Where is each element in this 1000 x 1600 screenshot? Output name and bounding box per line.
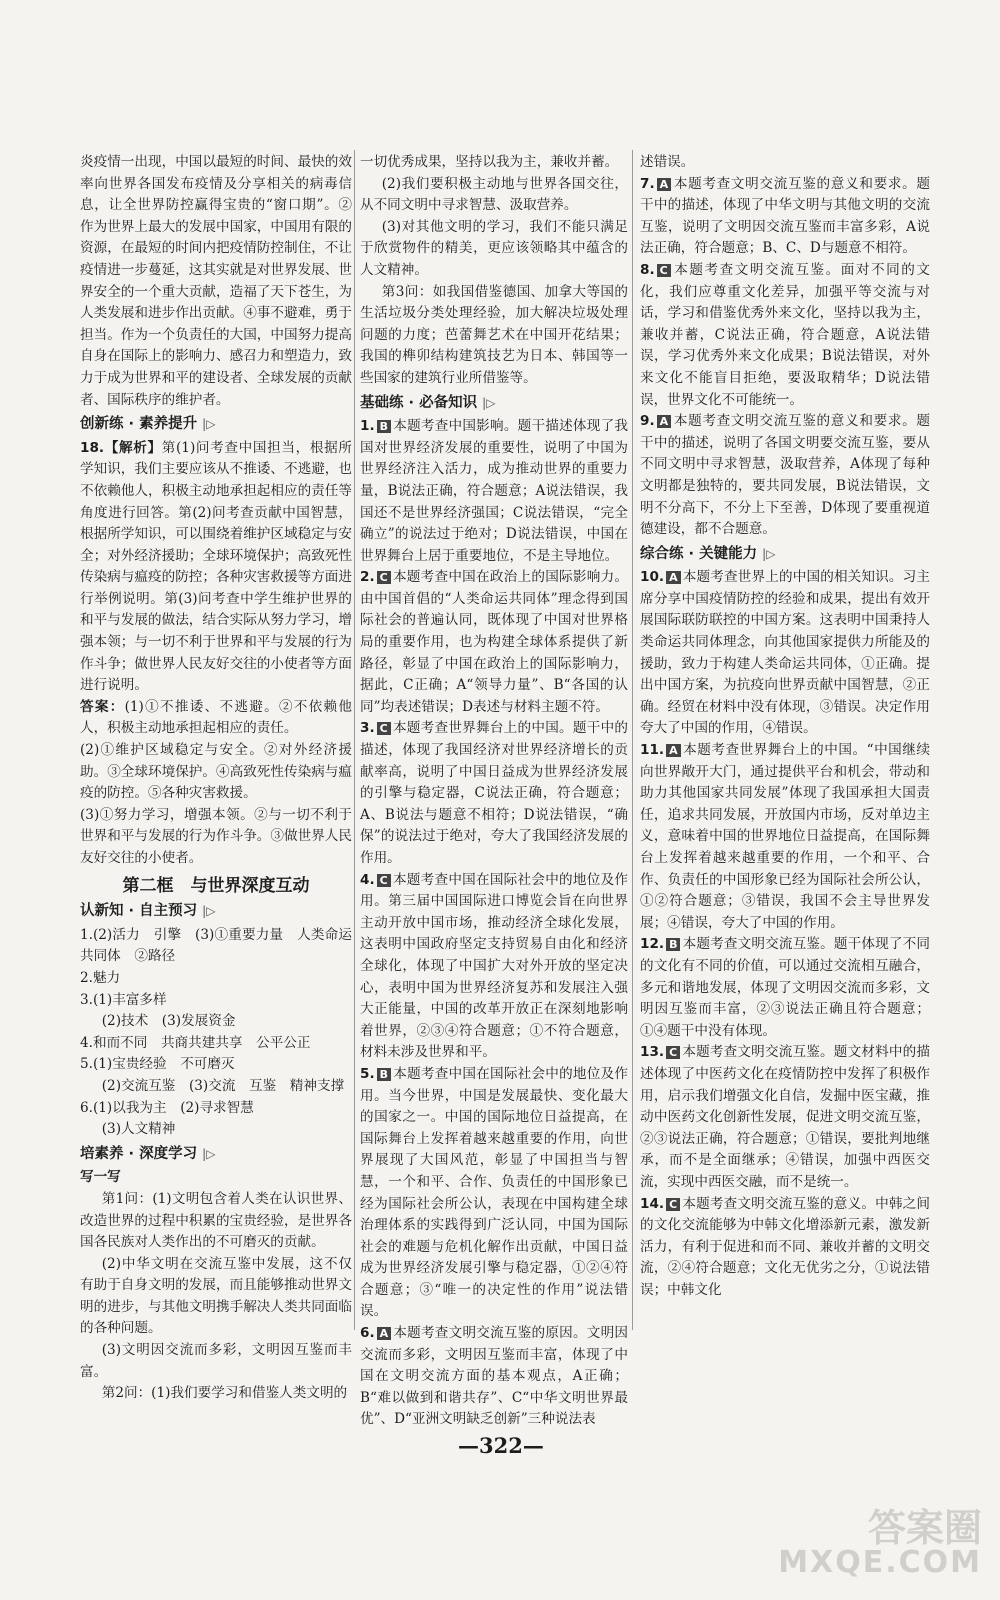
- answer-item: 5. B 本题考查中国在国际社会中的地位及作用。当今世界，中国是发展最快、变化最大的国家之一。中国的国际地位日益提高，在国际舞台上发挥着越来越重要的作用，向世界展现了大国风范，彰显了中国担当与智慧，一个和平、合作、负责任的中国形象已经为国际社会所公认，表现在中国构建全球治理体系的实践得到广泛认同，中国为国际社会的难题与危机化解作出贡献，中国日益成为世界经济发展引擎与稳定器，①②④符合题意；③“唯一的决定性的作用”说法错误。: [360, 1065, 628, 1320]
- watermark-text: 答案圈: [867, 1506, 982, 1550]
- answer-item: 9. A 本题考查文明交流互鉴的意义和要求。题干中的描述，说明了各国文明要交流互鉴，要从不同文明中寻求智慧，汲取营养，A体现了每种文明都是独特的，要共同发展，B说法错误，文明不分高下，不分上下至善，D体现了要重视道德建设，都不合题意。: [640, 413, 930, 538]
- arrow-icon: |▷: [202, 1146, 216, 1161]
- answer-2: (2)①维护区域稳定与安全。②对外经济援助。③全球环境保护。④高致死性传染病与瘟疫的防控。⑤各种灾害救援。: [80, 742, 352, 802]
- watermark-url: MXQE.COM: [778, 1545, 982, 1580]
- section-header-zonghe: 综合练 · 关键能力 |▷: [640, 545, 776, 562]
- answer-1: 答案：(1)①不推诿、不逃避。②不依赖他人，积极主动地承担起相应的责任。: [80, 698, 352, 737]
- answer-item: 12. B 本题考查文明交流互鉴。题干体现了不同的文化有不同的价值，可以通过交流相互融合，多元和谐地发展，体现了文明因交流而多彩，文明因互鉴而丰富，②③说法正确且符合题意；①④题干中没有体现。: [640, 936, 930, 1039]
- preview-line: 4.和而不同 共商共建共享 公平公正: [80, 1034, 311, 1051]
- answer-item: 6. A 本题考查文明交流互鉴的原因。文明因交流而多彩，文明因互鉴而丰富，体现了中国在文明交流方面的基本观点，A正确；B“难以做到和谐共存”、C“中华文明世界最优”、D“亚洲文明缺乏创新”三种说法表: [360, 1325, 628, 1428]
- answer-letter-badge: A: [666, 744, 681, 757]
- answer-item: 10. A 本题考查世界上的中国的相关知识。习主席分享中国疫情防控的经验和成果，提出有效开展国际联防联控的中国方案。这表明中国秉持人类命运共同体理念，向其他国家提供力所能及的援助，致力于构建人类命运共同体，①正确。提出中国方案，为抗疫向世界贡献中国智慧，②正确。经贸在材料中没有体现，③错误。决定作用夸大了中国的作用，④错误。: [640, 569, 930, 737]
- answer-letter-badge: C: [377, 722, 391, 735]
- column-divider-2: [632, 150, 633, 1330]
- column-divider-1: [354, 150, 355, 1330]
- preview-line: 2.魅力: [80, 969, 121, 986]
- answer-letter-badge: C: [377, 571, 391, 584]
- answer-item: 4. C 本题考查中国在国际社会中的地位及作用。第三届中国国际进口博览会旨在向世界主动开放中国市场，推动经济全球化发展，这表明中国政府坚定支持贸易自由化和经济全球化，体现了中国扩大对外开放的坚定决心，表明中国为世界经济复苏和发展注入强大正能量，中国的改革开放正在深刻地影响着世界，②③④符合题意；①不符合题意，材料未涉及世界和平。: [360, 871, 628, 1061]
- answer-letter-badge: B: [377, 420, 391, 433]
- section-header-renxin: 认新知 · 自主预习 |▷: [80, 903, 216, 920]
- paragraph: (2)我们要积极主动地与世界各国交往，从不同文明中寻求智慧、汲取营养。: [360, 175, 628, 214]
- paragraph-top: 炎疫情一出现，中国以最短的时间、最快的效率向世界各国发布疫情及分享相关的病毒信息，让全世界防控赢得宝贵的“窗口期”。②作为世界上最大的发展中国家，中国用有限的资源，在最短的时间内把疫情防控制住，不让疫情进一步蔓延，这其实就是对世界发展、世界安全的一个重大贡献，造福了天下苍生，为人类发展和进步作出贡献。④事不避难，勇于担当。作为一个负责任的大国，中国努力提高自身在国际上的影响力、感召力和塑造力，致力于成为世界和平的建设者、全球发展的贡献者、国际秩序的维护者。: [80, 154, 352, 408]
- paragraph: 第3问：如我国借鉴德国、加拿大等国的生活垃圾分类处理经验，加大解决垃圾处理问题的力度；芭蕾舞艺术在中国开花结果；我国的榫卯结构建筑技艺为日本、韩国等一些国家的建筑行业所借鉴等。: [360, 283, 628, 386]
- answer-letter-badge: C: [377, 874, 391, 887]
- answer-letter-badge: C: [657, 264, 671, 277]
- answer-letter-badge: A: [657, 178, 672, 191]
- answer-item: 14. C 本题考查文明交流互鉴的意义。中韩之间的文化交流能够为中韩文化增添新元素，激发新活力，有利于促进和而不同、兼收并蓄的文明交流，②④符合题意；文化无优劣之分，①说法错误；中韩文化: [640, 1195, 930, 1298]
- write-answer: (3)文明因交流而多彩，文明因互鉴而丰富。: [80, 1342, 352, 1380]
- answer-item: 1. B 本题考查中国影响。题干描述体现了我国对世界经济发展的重要性，说明了中国为世界经济注入活力，成为推动世界的重要力量，B说法正确，符合题意；A说法错误，我国还不是世界经济强国；C说法错误，“完全确立”的说法过于绝对；D说法错误，中国在世界舞台上居于重要地位，不是主导地位。: [360, 418, 628, 564]
- preview-line: 3.(1)丰富多样: [80, 991, 167, 1008]
- answer-item: 3. C 本题考查世界舞台上的中国。题干中的描述，体现了我国经济对世界经济增长的贡献率高，说明了中国日益成为世界经济发展的引擎与稳定器，C说法正确，符合题意；A、B说法与题意不相符；D说法错误，“确保”的说法过于绝对，夸大了我国经济发展的作用。: [360, 720, 628, 866]
- arrow-icon: |▷: [762, 546, 776, 561]
- answer-letter-badge: A: [657, 415, 672, 428]
- answer-3: (3)①努力学习，增强本领。②与一切不利于世界和平与发展的行为作斗争。③做世界人民友好交往的小使者。: [80, 806, 352, 866]
- preview-line: 5.(1)宝贵经验 不可磨灭: [80, 1056, 235, 1073]
- write-label: 写一写: [80, 1169, 121, 1186]
- answer-letter-badge: B: [377, 1068, 391, 1081]
- section-title: 第二框 与世界深度互动: [122, 875, 310, 896]
- paragraph: (3)对其他文明的学习，我们不能只满足于欣赏物件的精美，更应该领略其中蕴含的人文精神。: [360, 218, 628, 278]
- write-answer: 第2问：(1)我们要学习和借鉴人类文明的: [101, 1385, 348, 1402]
- answer-item: 13. C 本题考查文明交流互鉴。题文材料中的描述体现了中医药文化在疫情防控中发挥了积极作用，启示我们增强文化自信，发掘中医宝藏，推动中医药文化创新性发展，促进文明交流互鉴，②③说法正确，符合题意；①错误，要批判地继承，而不是全面继承；④错误，加强中西医交流，实现中西医交融，而不是统一。: [640, 1044, 930, 1190]
- column-2: [360, 152, 628, 1431]
- question-18: 18.【解析】第(1)问考查中国担当，根据所学知识，我们主要应该从不推诿、不逃避，也不依赖他人，积极主动地承担起相应的责任等角度进行回答。第(2)问考查贡献中国智慧，根据所学知识，可以围绕着维护区域稳定与安全；对外经济援助；全球环境保护；高致死性传染病与瘟疫的防控；各种灾害救援等方面进行举例说明。第(3)问考查中学生维护世界的和平与发展的做法，结合实际从努力学习，增强本领；与一切不利于世界和平与发展的行为作斗争；做世界人民友好交往的小使者等方面进行说明。: [80, 439, 352, 694]
- answer-item: 7. A 本题考查文明交流互鉴的意义和要求。题干中的描述，体现了中华文明与其他文明的交流互鉴，说明了文明因交流互鉴而丰富多彩，A说法正确，符合题意；B、C、D与题意不相符。: [640, 175, 930, 257]
- arrow-icon: |▷: [202, 904, 216, 919]
- answer-letter-badge: C: [666, 1198, 680, 1211]
- answer-item: 8. C 本题考查文明交流互鉴。面对不同的文化，我们应尊重文化差异，加强平等交流与对话，学习和借鉴优秀外来文化，坚持以我为主，兼收并蓄，C说法正确，符合题意，A说法错误，学习优秀外来文化成果；B说法错误，对外来文化不能盲目拒绝，要汲取精华；D说法错误，世界文化不可能统一。: [640, 261, 930, 408]
- answer-item: 11. A 本题考查世界舞台上的中国。“中国继续向世界敞开大门，通过提供平台和机会，带动和助力其他国家共同发展”体现了我国承担大国责任，追求共同发展，开放国内市场，反对单边主义，意味着中国的世界地位日益提高，在国际舞台上发挥着越来越重要的作用，一个和平、合作、负责任的中国形象已经为国际社会所公认，①②符合题意；③错误，我国不会主导世界发展；④错误，夸大了中国的作用。: [640, 742, 930, 931]
- arrow-icon: |▷: [482, 395, 496, 410]
- answer-item: 2. C 本题考查中国在政治上的国际影响力。由中国首倡的“人类命运共同体”理念得到国际社会的普遍认同，既体现了中国对世界格局的重要作用，也为构建全球体系提供了新路径，彰显了中国在政治上的国际影响力，据此，C正确；A“领导力量”、B“各国的认同”均表述错误；D表述与材料主题不符。: [360, 569, 628, 715]
- preview-line: 6.(1)以我为主 (2)寻求智慧: [80, 1099, 254, 1116]
- preview-line: (2)技术 (3)发展资金: [101, 1013, 236, 1030]
- write-answer: (2)中华文明在交流互鉴中发展，这不仅有助于自身文明的发展，而且能够推动世界文明的进步，与其他文明携手解决人类共同面临的各种问题。: [80, 1255, 352, 1337]
- preview-line: 1.(2)活力 引擎 (3)①重要力量 人类命运共同体 ②路径: [80, 926, 352, 965]
- preview-line: (2)交流互鉴 (3)交流 互鉴 精神支撑: [101, 1077, 345, 1094]
- paragraph: 一切优秀成果，坚持以我为主，兼收并蓄。: [360, 154, 619, 170]
- arrow-icon: |▷: [202, 417, 216, 432]
- section-header-peisuyang: 培素养 · 深度学习 |▷: [80, 1145, 216, 1162]
- watermark-logo: [778, 1497, 990, 1592]
- column-1: [80, 152, 352, 1405]
- answer-letter-badge: A: [377, 1327, 392, 1340]
- page-number: —322—: [458, 1433, 544, 1458]
- column-3: [640, 152, 930, 1301]
- write-answer: 第1问：(1)文明包含着人类在认识世界、改造世界的过程中积累的宝贵经验，是世界各国各民族对人类作出的不可磨灭的贡献。: [80, 1190, 352, 1251]
- preview-line: (3)人文精神: [101, 1121, 176, 1138]
- answer-letter-badge: B: [666, 938, 680, 951]
- paragraph: 述错误。: [640, 154, 695, 170]
- section-header-jichu: 基础练 · 必备知识 |▷: [360, 394, 496, 411]
- answer-letter-badge: A: [666, 571, 681, 584]
- section-header-chuangxin: 创新练 · 素养提升 |▷: [80, 416, 216, 433]
- answer-letter-badge: C: [666, 1046, 680, 1059]
